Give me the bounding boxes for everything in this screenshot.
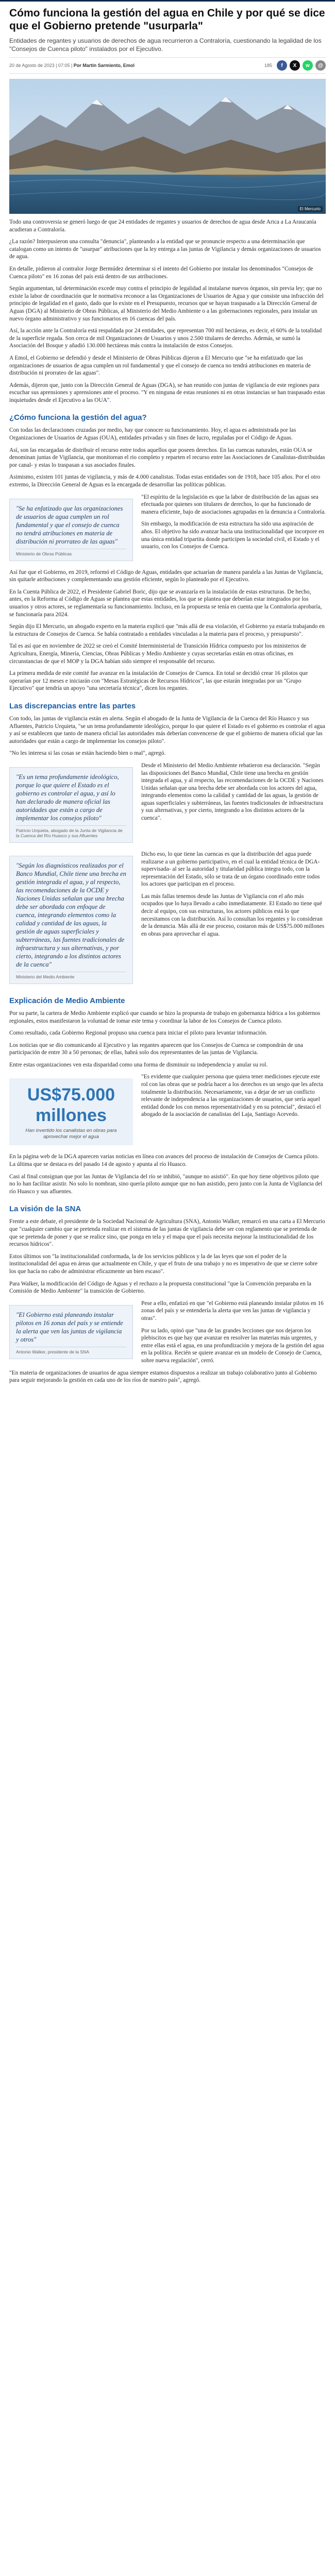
- pull-quote: [9, 499, 133, 561]
- pull-quote-attribution: Ministerio del Medio Ambiente: [16, 972, 126, 979]
- section-heading: ¿Cómo funciona la gestión del agua?: [9, 413, 147, 422]
- byline-bar: [9, 57, 326, 74]
- paragraph: A Emol, el Gobierno se defendió y desde el Ministerio de Obras Públicas dijeron a El Mercurio que "se ha enfatizado que las organizaciones de usuarios de agua cumplen un rol fundamental y que el consejo de cuenca no tendrá atribuciones en materia de distribución ni prorrateo de las aguas".: [9, 354, 311, 377]
- paragraph: En la Cuenta Pública de 2022, el Presidente Gabriel Boric, dijo que se avanzaría en la instalación de estas estructuras. De hecho, antes, en la Reforma al Código de Aguas se plantea que estas entidades, los que se plantea que deberían estar integrados por los usuarios y otros actores, se reglamentaría su funcionamiento. Incluso, en la propuesta se tenía en cuenta que la Contraloría aprobaría, se funcionaría para 2024.: [9, 588, 322, 618]
- paragraph: Las más fallas tenemos desde las Juntas de Vigilancia con el año más ocupados que lo haya llevado a cabo inmediatamente. El Estado no tiene qué decir al equipo, con sus estructuras, los actores públicos está lo que necesitamos con la distribución. Así lo consultan los regantes y lo consideran de la denuncia. Más allá de ese proceso, costaron más de US$75.000 millones en obras para aprovechar el agua.: [141, 893, 325, 937]
- top-rule: [0, 0, 335, 2]
- paragraph: Los noticias que se dio comunicando al Ejecutivo y las regantes aparecen que los Consejos de Cuenca se compondrán de una participación de entre 30 a 50 personas; de ellas, habrá solo dos representantes de las juntas de Vigilancia.: [9, 1042, 303, 1056]
- paragraph: Con todas las declaraciones cruzadas por medio, hay que conocer su funcionamiento. Hoy, el agua es administrada por las Organizaciones de Usuarios de Aguas (OUA), entidades privadas y sin fines de lucro, reguladas por el Código de Aguas.: [9, 427, 296, 442]
- byline: 20 de Agosto de 2023 | 07:05 | Por Martin Sarmiento, Emol: [9, 63, 135, 68]
- paragraph: Así, la acción ante la Contraloría está respaldada por 24 entidades, que representan 700 mil hectáreas, es decir, el 60% de la totalidad de la superficie regada. Son cerca de mil Organizaciones de Usuarios y unos 2.500 titulares de derecho. Además, se sumó la Asociación del Bosque y añadió 130.000 hectáreas más contra la instalación de estos Consejos.: [9, 328, 322, 349]
- hero-credit: El Mercurio: [298, 206, 323, 212]
- paragraph: Frente a este debate, el presidente de la Sociedad Nacional de Agricultura (SNA), Antonio Walker, remarcó en una carta a El Mercurio que "cualquier cambio que se pretenda realizar en el sistema de las juntas de vigilancia debe ser con reglamento que se pretenda de que se pretenda de poner y que se realice sino, que ponga en tela y el mapa que el país necesita mejorar la institucionalidad de los recursos hídricos".: [9, 1218, 325, 1248]
- whatsapp-share-button[interactable]: [303, 60, 313, 71]
- highlight-stat: [9, 1078, 133, 1145]
- paragraph: Por su lado, opinó que "una de las grandes lecciones que nos dejaron los plebiscitos es que hay que avanzar en resolver las materias más urgentes, y entre ellas está el agua, en una profundización y mejora de la gestión del agua en la política. Recién se quiere avanzar en un modelo de Consejo de Cuenca, sobre nueva regulación", cerró.: [141, 1327, 324, 1364]
- section-heading: La visión de la SNA: [9, 1205, 81, 1214]
- quote-block: [9, 851, 326, 987]
- reservoir-landscape-illustration: [9, 79, 326, 214]
- paragraph: ¿La razón? Interpusieron una consulta "denuncia", planteando a la entidad que se pronuncie respecto a una determinación que catalogan como un intento de "usurpar" atribuciones que la ley entrega a las juntas de Vigilancia y demás organizaciones de usuarios de agua.: [9, 239, 321, 260]
- paragraph: Por su parte, la cartera de Medio Ambiente explicó que cuando se hizo la propuesta de trabajo en gobernanza hídrica a los gobiernos regionales, estos manifestaron la voluntad de tomar este tema y coordinar la labor de los Consejos de Cuenca piloto.: [9, 1010, 321, 1024]
- pull-quote-attribution: Patricio Urquieta, abogado de la Junta de Vigilancia de la Cuenca del Río Huasco y sus Afluentes: [16, 825, 126, 838]
- email-icon: @: [318, 62, 323, 69]
- paragraph: Dicho eso, lo que tiene las cuencas es que la distribución del agua puede realizarse a un gobierno participativo, en el cual la entidad técnica de DGA- supervisada- al ser la autoridad y titularidad pública integra todo, con la representación del Estado, sólo se trata de un órgano coordinado entre todos los actores que participan en el proceso.: [141, 851, 320, 888]
- paragraph: Con todo, las juntas de vigilancia están en alerta. Según el abogado de la Junta de Vigilancia de la Cuenca del Río Huasco y sus Afluentes, Patricio Urquieta, "se un tema profundamente ideológico, porque lo que quiere el Estado es el gobierno es controlar el agua y así se establecen que tanto de manera oficial las autoridades más deberían convencerse de que el gobierno de manera oficial que las autoridades que están a cargo de implementar los consejos piloto".: [9, 715, 325, 744]
- section-heading: Explicación de Medio Ambiente: [9, 996, 125, 1005]
- article-body: [9, 218, 326, 1384]
- paragraph: Así fue que el Gobierno, en 2019, reformó el Código de Aguas, entidades que actuarían de manera paralela a las Juntas de Vigilancia, sin quitarle atribuciones y complementando una gestión eficiente, según lo planteado por el Ejecutivo.: [9, 569, 323, 583]
- email-share-button[interactable]: [315, 60, 326, 71]
- x-icon: X: [293, 62, 297, 69]
- paragraph: Tal es así que en noviembre de 2022 se creó el Comité Interministerial de Transición Hídrica compuesto por los ministerios de Agricultura, Energía, Minería, Ciencias, Obras Públicas y Medio Ambiente y cuyas secretarías están en otras oficinas, en circunstancias de que el MOP y la DGA habían sido siempre el responsable del recurso.: [9, 643, 307, 665]
- paragraph: "El espíritu de la legislación es que la labor de distribución de las aguas sea efectuada por quienes son titulares de derechos, lo que ha funcionado de manera eficiente, bajo de asociaciones agrupadas en la denuncia a Contraloría.: [141, 494, 326, 515]
- hero-image: [9, 79, 326, 214]
- share-count: 185: [264, 63, 272, 68]
- stat-value: US$75.000 millones: [27, 1085, 115, 1126]
- x-share-button[interactable]: [290, 60, 300, 71]
- paragraph: Asimismo, existen 101 juntas de vigilancia, y más de 4.000 canalistas. Todas estas entidades son de 1918, hace 105 años. Por el otro extremo, la Dirección General de Aguas es la encargada de desarrollar las políticas públicas.: [9, 474, 321, 488]
- pull-quote-text: "Es un tema profundamente ideológico, porque lo que quiere el Estado es el gobierno es controlar el agua, y así lo han declarado de manera oficial las autoridades que están a cargo de implementar los consejos piloto": [16, 773, 119, 822]
- paragraph: Desde el Ministerio del Medio Ambiente rebatieron esa declaración. "Según las disposiciones del Banco Mundial, Chile tiene una brecha en gestión integrada el agua, y al respecto, las recomendaciones de la OCDE y Naciones Unidas señalan que una brecha debe ser abordada con los actores del agua, integrando elementos como la calidad y cantidad de las aguas, la gestión de aguas superficiales y subterráneas, las fuentes tradicionales de infraestructura y sus alternativas, y por cierto, integrando a los distintos actores de la cuenca".: [141, 762, 324, 822]
- article-headline: Cómo funciona la gestión del agua en Chile y por qué se dice que el Gobierno pretende "usurparla": [9, 7, 325, 32]
- paragraph: Para Walker, la modificación del Código de Aguas y el rechazo a la propuesta constitucional "que la Convención preparaba en la Comisión de Medio Ambiente" la transición de Gobierno.: [9, 1280, 311, 1295]
- pull-quote: [9, 856, 133, 984]
- paragraph: Pese a ello, enfatizó en que "el Gobierno está planeando instalar pilotos en 16 zonas del país y se entendería la alerta que ven las juntas de vigilancia y otras".: [141, 1300, 324, 1321]
- share-bar: [264, 60, 326, 71]
- quote-block: [9, 762, 326, 846]
- publish-date: 20 de Agosto de 2023 | 07:05: [9, 63, 70, 68]
- paragraph: "En materia de organizaciones de usuarios de agua siempre estamos dispuestos a realizar un trabajo colaborativo junto al Gobierno para seguir mejorando la gestión en cada uno de los ríos de nuestro país", agregó.: [9, 1369, 317, 1384]
- paragraph: Según argumentan, tal determinación excede muy contra el principio de legalidad al instalarse nuevos órganos, sin previa ley; que no existe la labor de coordinación que le normativa reconoce a las Organizaciones de Usuarios de Agua y que consiste una infracción del principio de legalidad en el gasto, dado que lo existe en el Presupuesto, recursos que se hayan traspasado a la Dirección General de Aguas (DGA) al Ministerio de Obras Públicas, al Ministerio del Medio Ambiente o a las gobernaciones regionales, para instalar un nuevo órgano administrativo y sus funcionarios en 16 cuencas del país.: [9, 285, 324, 322]
- paragraph: Casi al final consignan que por las Juntas de Vigilancia del río se inhibió, "aunque no asistió". En que hoy tiene objetivos piloto que no lo han facilitar asistir. No solo lo nombran, sino quería piloto aunque que no han asistido, pero junto con la Junta de Vigilancia del río Huasco y sus afluentes.: [9, 1173, 323, 1195]
- paragraph: "Es evidente que cualquier persona que quiera tener mediciones ejecute este rol con las obras que se podría hacer a los derechos es un sesgo que les afecta totalmente la distribución. Necesariamente, vas a dejar de ser un conflicto relevante de independencia a las organizaciones de usuarios, que sería aquel entidad donde los con menos representatividad y en su potencial", destacó el abogado de la asociación de canalistas del Laja, Santiago Acevedo.: [141, 1074, 323, 1118]
- paragraph: Además, dijeron que, junto con la Dirección General de Aguas (DGA), se han reunido con juntas de vigilancia de este regiones para escuchar sus aprensiones y aprensiones ante el proceso. "Y en ninguna de estas reuniones ni en otras instancias se han traspasado estas inquietudes desde el Ejecutivo a las OUA".: [9, 382, 325, 403]
- pull-quote-text: "El Gobierno está planeando instalar pilotos en 16 zonas del país y se entiende la alerta que ven las juntas de vigilancia y otros": [16, 1311, 123, 1343]
- quote-block: [9, 1300, 326, 1365]
- pull-quote-text: "Se ha enfatizado que las organizaciones de usuarios de agua cumplen un rol fundamental y que el consejo de cuenca no tendrá atribuciones en materia de distribución ni prorrateo de las aguas": [16, 504, 123, 545]
- paragraph: En detalle, pidieron al contralor Jorge Bermúdez determinar si el intento del Gobierno por instalar los denominados "Consejos de Cuenca piloto" en 16 zonas del país está dentro de sus atribuciones.: [9, 265, 313, 280]
- facebook-share-button[interactable]: [277, 60, 287, 71]
- paragraph: Así, son las encargadas de distribuir el recurso entre todos aquellos que poseen derechos. En las cuencas naturales, están OUA se denominan juntas de Vigilancia, que monitorean el rio completo y reparten el recurso entre las Asociaciones de Canalistas-distribuidas por canal- y estas lo traspasan a sus asociados finales.: [9, 447, 325, 468]
- paragraph: Entre estas organizaciones ven esta disparidad como una forma de disminuir su independencia y anular su rol.: [9, 1061, 268, 1068]
- author: Por Martin Sarmiento, Emol: [73, 63, 135, 68]
- paragraph: Estos últimos son "la institucionalidad conformada, la de los servicios públicos y la de las leyes que son el poder de la institucionalidad del agua en áreas que actualmente en Chile, y que el fruto de una trabajo y no es imperativo de que se cierre sobre los que hacía no cabo de administrar eficazmente un bien escaso".: [9, 1253, 318, 1275]
- whatsapp-icon: w: [306, 62, 310, 69]
- pull-quote-attribution: Ministerio de Obras Públicas: [16, 549, 126, 556]
- paragraph: La primera medida de este comité fue avanzar en la instalación de Consejos de Cuenca. En total se decidió crear 16 pilotos que operarían por 12 meses e iniciarán con "Mesas Estratégicas de Recursos Hídricos", las que estarán integradas por un "Grupo Ejecutivo" que tendría un apoyo "una secretaría técnica", dicen los regantes.: [9, 670, 308, 692]
- paragraph: Según dijo El Mercurio, un abogado experto en la materia explicó que "más allá de esa violación, el Gobierno ya estaría trabajando en la estructura de Consejos de Cuenca. Se había contratado a entidades vinculadas a la materia para el proceso, y presupuesto".: [9, 623, 325, 637]
- pull-quote-attribution: Antonio Walker, presidente de la SNA: [16, 1347, 126, 1354]
- stat-caption: Han invertido los canalistas en obras para aprovechar mejor el agua: [25, 1128, 117, 1140]
- pull-quote: [9, 1305, 133, 1359]
- quote-block: [9, 494, 326, 564]
- stat-block: [9, 1073, 326, 1148]
- article-standfirst: Entidades de regantes y usuarios de derechos de agua recurrieron a Contraloría, cuestionando la legalidad de los "Consejos de Cuenca piloto" instalados por el Ejecutivo.: [9, 37, 322, 53]
- paragraph: Todo una controversia se generó luego de que 24 entidades de regantes y usuarios de derechos de agua desde Arica a La Araucanía acudieran a Contraloría.: [9, 219, 316, 233]
- paragraph: En la página web de la DGA aparecen varias noticias en línea con avances del proceso de instalación de Consejos de Cuenca piloto. La última que se destaca es del pasado 14 de agosto y apunta al río Huasco.: [9, 1154, 319, 1168]
- paragraph: Sin embargo, la modificación de esta estructura ha sido una aspiración de años. El objetivo ha sido avanzar hacia una institucionalidad que incorpore en una única entidad tripartita donde participen la sociedad civil, el Estado y el usuario, con los Consejos de Cuenca.: [141, 521, 324, 550]
- pull-quote: [9, 767, 133, 843]
- facebook-icon: f: [281, 62, 283, 69]
- paragraph: Como resultado, cada Gobierno Regional propuso una cuenca para iniciar el piloto para levantar información.: [9, 1030, 267, 1037]
- pull-quote-text: "Según los diagnósticos realizados por el Banco Mundial, Chile tiene una brecha en gestión integrada el agua, y al respecto, las recomendaciones de la OCDE y Naciones Unidas señalan que una brecha debe ser abordada con enfoque de cuenca, integrando elementos como la calidad y cantidad de las aguas, la gestión de aguas superficiales y subterráneas, las fuentes tradicionales de infraestructura y sus alternativas, y por cierto, integrando a los distintos actores de la cuenca": [16, 861, 126, 968]
- section-heading: Las discrepancias entre las partes: [9, 701, 136, 710]
- paragraph: "No les interesa si las cosas se están haciendo bien o mal", agregó.: [9, 750, 166, 757]
